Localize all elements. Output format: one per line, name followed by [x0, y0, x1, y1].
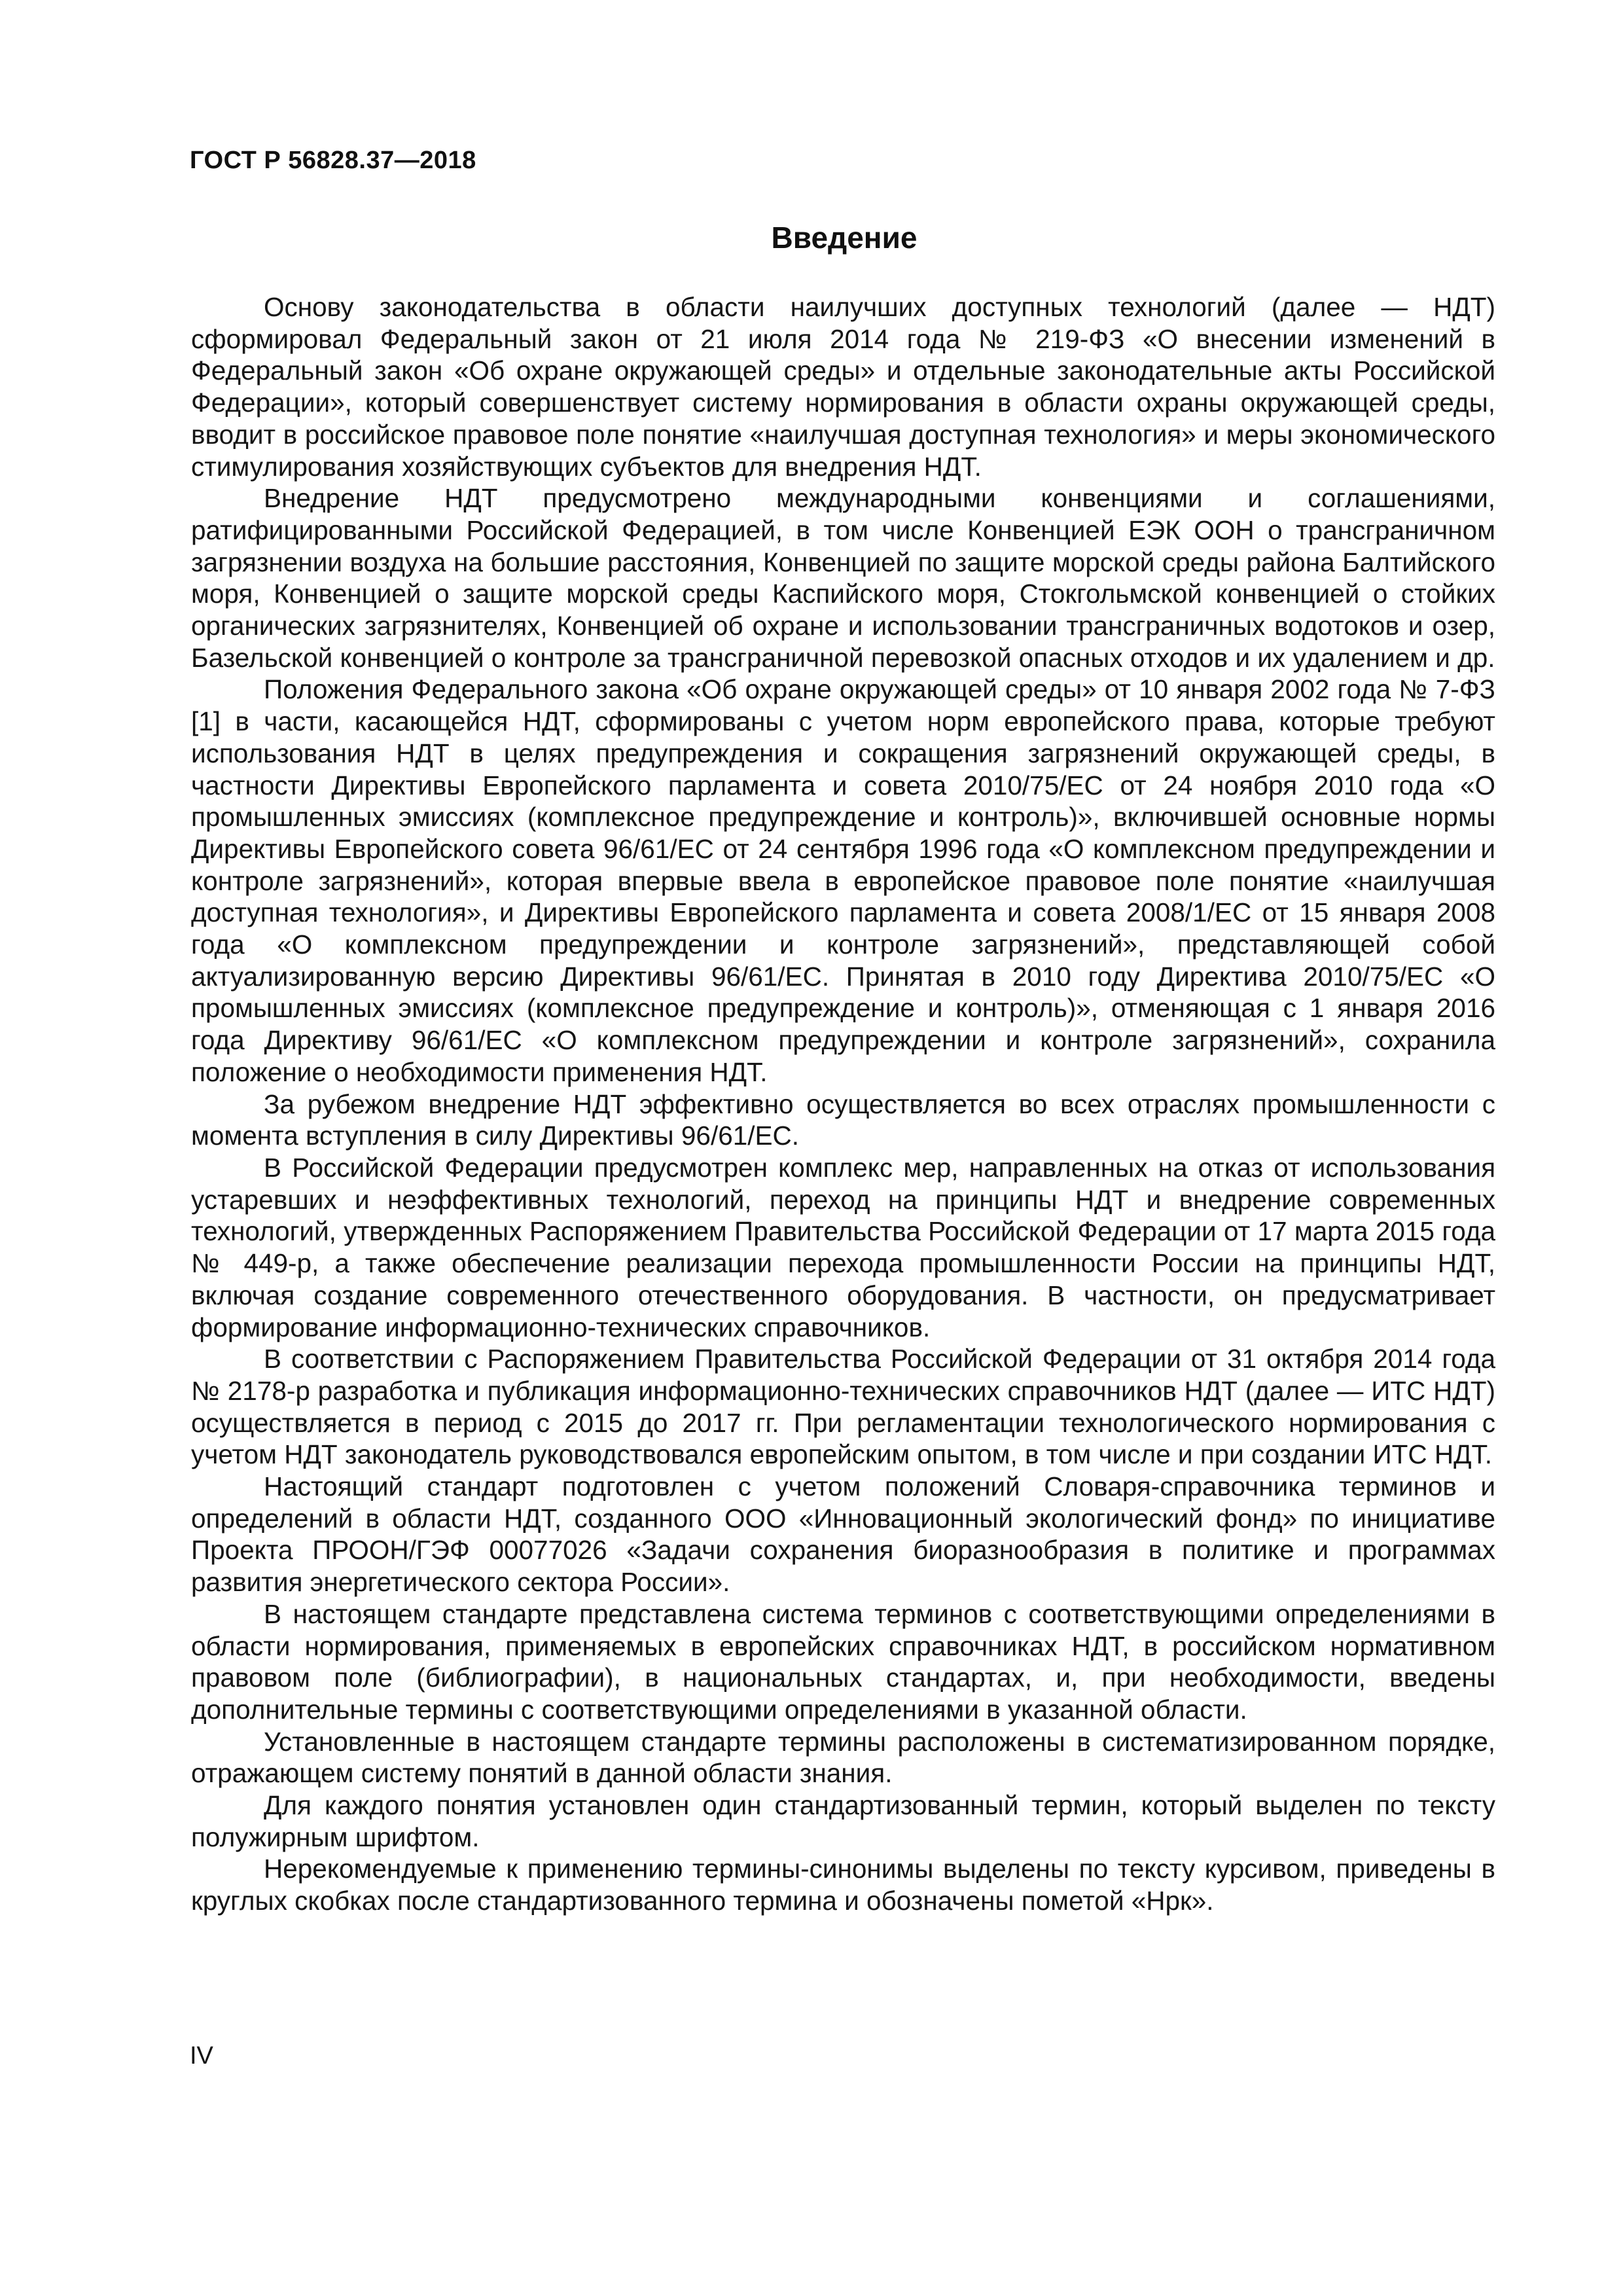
document-header: ГОСТ Р 56828.37—2018: [190, 147, 476, 174]
paragraph: Установленные в настоящем стандарте термины расположены в систематизированном порядке, отражающем систему понятий в данной области знания.: [191, 1726, 1495, 1789]
paragraph: В настоящем стандарте представлена система терминов с соответствующими определениями в области нормирования, применяемых в европейских справочниках НДТ, в российском нормативном правовом поле (библиографии), в национальных стандартах, и, при необходимости, введены дополнительные термины с соответствующими определениями в указанной области.: [191, 1598, 1495, 1725]
paragraph: Основу законодательства в области наилучших доступных технологий (далее — НДТ) сформировал Федеральный закон от 21 июля 2014 года № 219-ФЗ «О внесении изменений в Федеральный закон «Об охране окружающей среды» и отдельные законодательные акты Российской Федерации», который совершенствует систему нормирования в области охраны окружающей среды, вводит в российское правовое поле понятие «наилучшая доступная технология» и меры экономического стимулирования хозяйствующих субъектов для внедрения НДТ.: [191, 292, 1495, 482]
paragraph: Нерекомендуемые к применению термины-синонимы выделены по тексту курсивом, приведены в круглых скобках после стандартизованного термина и обозначены пометой «Нрк».: [191, 1854, 1495, 1916]
paragraph: Для каждого понятия установлен один стандартизованный термин, который выделен по тексту полужирным шрифтом.: [191, 1790, 1495, 1852]
paragraph: Настоящий стандарт подготовлен с учетом положений Словаря-справочника терминов и определений в области НДТ, созданного ООО «Инновационный экологический фонд» по инициативе Проекта ПРООН/ГЭФ 00077026 «Задачи сохранения биоразнообразия в политике и программах развития энергетического сектора России».: [191, 1471, 1495, 1598]
section-title: Введение: [771, 221, 918, 255]
paragraph: Положения Федерального закона «Об охране окружающей среды» от 10 января 2002 года № 7-ФЗ [1] в части, касающейся НДТ, сформированы с учетом норм европейского права, которые требуют использования НДТ в целях предупреждения и сокращения загрязнений окружающей среды, в частности Директивы Европейского парламента и совета 2010/75/ЕС от 24 ноября 2010 года «О промышленных эмиссиях (комплексное предупреждение и контроль)», включившей основные нормы Директивы Европейского совета 96/61/ЕС от 24 сентября 1996 года «О комплексном предупреждении и контроле загрязнений», которая впервые ввела в европейское правовое поле понятие «наилучшая доступная технология», и Директивы Европейского парламента и совета 2008/1/ЕС от 15 января 2008 года «О комплексном предупреждении и контроле загрязнений», представляющей собой актуализированную версию Директивы 96/61/ЕС. Принятая в 2010 году Директива 2010/75/ЕС «О промышленных эмиссиях (комплексное предупреждение и контроль)», отменяющая с 1 января 2016 года Директиву 96/61/ЕС «О комплексном предупреждении и контроле загрязнений», сохранила положение о необходимости применения НДТ.: [191, 674, 1495, 1087]
body-text: [191, 291, 1495, 1917]
paragraph: За рубежом внедрение НДТ эффективно осуществляется во всех отраслях промышленности с момента вступления в силу Директивы 96/61/ЕС.: [191, 1088, 1495, 1151]
paragraph: Внедрение НДТ предусмотрено международными конвенциями и соглашениями, ратифицированными Российской Федерацией, в том числе Конвенцией ЕЭК ООН о трансграничном загрязнении воздуха на большие расстояния, Конвенцией по защите морской среды района Балтийского моря, Конвенцией о защите морской среды Каспийского моря, Стокгольмской конвенцией о стойких органических загрязнителях, Конвенцией об охране и использовании трансграничных водотоков и озер, Базельской конвенцией о контроле за трансграничной перевозкой опасных отходов и их удалением и др.: [191, 483, 1495, 673]
paragraph: В соответствии с Распоряжением Правительства Российской Федерации от 31 октября 2014 года № 2178-р разработка и публикация информационно-технических справочников НДТ (далее — ИТС НДТ) осуществляется в период с 2015 до 2017 гг. При регламентации технологического нормирования с учетом НДТ законодатель руководствовался европейским опытом, в том числе и при создании ИТС НДТ.: [191, 1344, 1495, 1470]
page-number: IV: [190, 2042, 213, 2070]
paragraph: В Российской Федерации предусмотрен комплекс мер, направленных на отказ от использования устаревших и неэффективных технологий, переход на принципы НДТ и внедрение современных технологий, утвержденных Распоряжением Правительства Российской Федерации от 17 марта 2015 года № 449-р, а также обеспечение реализации перехода промышленности России на принципы НДТ, включая создание современного отечественного оборудования. В частности, он предусматривает формирование информационно-технических справочников.: [191, 1152, 1495, 1342]
